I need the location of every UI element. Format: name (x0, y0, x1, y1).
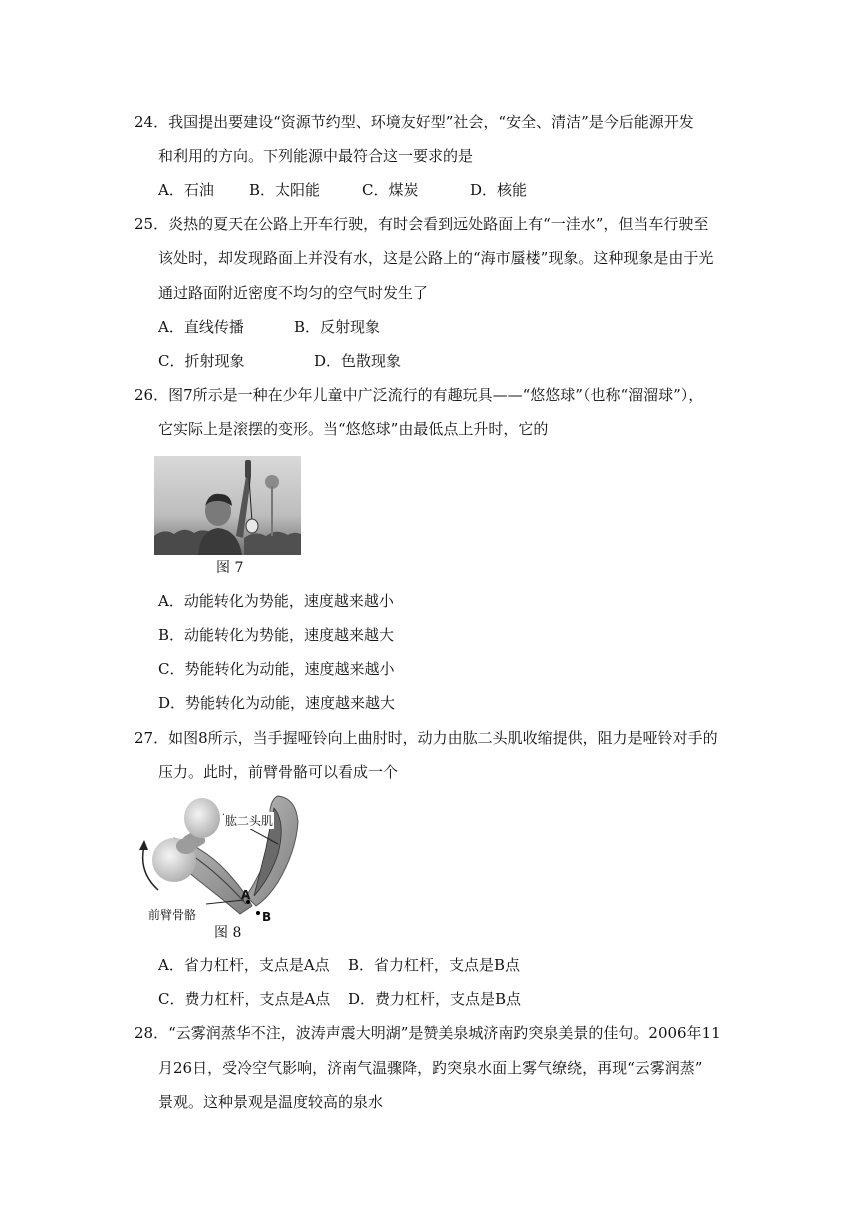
q28-stem-line3: 景观。这种景观是温度较高的泉水 (158, 1093, 384, 1111)
q25-stem-line1: 25．炎热的夏天在公路上开车行驶，有时会看到远处路面上有“一洼水”，但当车行驶至 (134, 215, 709, 233)
q24-option-a: A．石油 (158, 181, 214, 199)
q25-stem-line3: 通过路面附近密度不均匀的空气时发生了 (158, 284, 429, 302)
arm-dumbbell-diagram (128, 792, 318, 924)
point-b-label: B (262, 910, 272, 924)
q27-option-b: B．省力杠杆，支点是B点 (348, 956, 521, 974)
figure-7-caption: 图 7 (216, 560, 244, 576)
biceps-label: 肱二头肌 (225, 814, 274, 828)
q24-option-c: C．煤炭 (362, 181, 419, 199)
q25-option-d: D．色散现象 (314, 352, 402, 370)
q27-option-c: C．费力杠杆，支点是A点 (158, 990, 331, 1008)
q26-stem-line1: 26．图7所示是一种在少年儿童中广泛流行的有趣玩具——“悠悠球”（也称“溜溜球”）， (134, 386, 704, 404)
q26-option-b: B．动能转化为势能，速度越来越大 (158, 626, 395, 644)
q25-option-c: C．折射现象 (158, 352, 245, 370)
q26-option-d: D．势能转化为动能，速度越来越大 (158, 694, 396, 712)
point-a-label: A (241, 888, 251, 902)
q25-stem-line2: 该处时，却发现路面上并没有水，这是公路上的“海市蜃楼”现象。这种现象是由于光 (158, 249, 714, 267)
q27-stem-line1: 27．如图8所示，当手握哑铃向上曲肘时，动力由肱二头肌收缩提供，阻力是哑铃对手的 (134, 729, 718, 747)
yoyo-photo (154, 456, 301, 555)
q24-option-b: B．太阳能 (249, 181, 321, 199)
q26-option-a: A．动能转化为势能，速度越来越小 (158, 592, 394, 610)
figure-8-caption: 图 8 (214, 925, 242, 941)
q25-option-b: B．反射现象 (294, 318, 381, 336)
q24-option-d: D．核能 (470, 181, 528, 199)
q24-stem-line1: 24．我国提出要建设“资源节约型、环境友好型”社会，“安全、清洁”是今后能源开发 (134, 113, 694, 131)
q24-stem-line2: 和利用的方向。下列能源中最符合这一要求的是 (158, 147, 474, 165)
q27-option-a: A．省力杠杆，支点是A点 (158, 956, 330, 974)
q26-option-c: C．势能转化为动能，速度越来越小 (158, 660, 395, 678)
q28-stem-line2: 月26日，受冷空气影响，济南气温骤降，趵突泉水面上雾气缭绕，再现“云雾润蒸” (158, 1059, 703, 1077)
q28-stem-line1: 28．“云雾润蒸华不注，波涛声震大明湖”是赞美泉城济南趵突泉美景的佳句。2006年11 (134, 1024, 721, 1042)
q27-option-d: D．费力杠杆，支点是B点 (348, 990, 522, 1008)
q27-stem-line2: 压力。此时，前臂骨骼可以看成一个 (158, 763, 399, 781)
forearm-bone-label: 前臂骨骼 (148, 908, 197, 922)
q26-stem-line2: 它实际上是滚摆的变形。当“悠悠球”由最低点上升时，它的 (158, 420, 549, 438)
q25-option-a: A．直线传播 (158, 318, 244, 336)
